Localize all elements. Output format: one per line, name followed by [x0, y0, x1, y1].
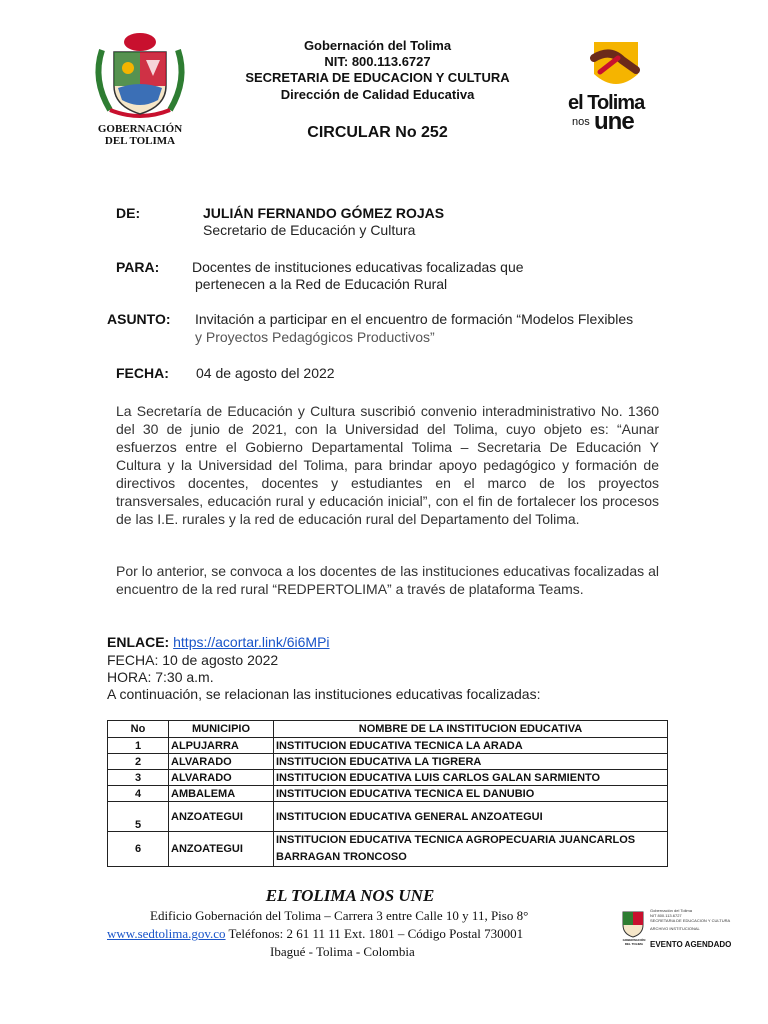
header-secretaria: SECRETARIA DE EDUCACION Y CULTURA — [245, 70, 510, 85]
fecha-label: FECHA: — [116, 365, 169, 381]
table-row — [108, 754, 668, 770]
row-no: 3 — [108, 770, 169, 786]
circular-title: CIRCULAR No 252 — [307, 124, 448, 141]
body-paragraph-1: La Secretaría de Educación y Cultura suscribió convenio interadministrativo No. 1360 del 30 de junio de 2021, con la Universidad del Tolima, cuyo objeto es: “Aunar esfuerzos entre el Gobierno Departamental Tolima – Secretaria De Educación Y Cultura y la Universidad del Tolima, para brindar apoyo pedagógico y formación de directivos docentes, docentes y estudiantes en el marco de los proyectos transversales, educación rural y educación inicial”, con el fin de fortalecer los procesos de las I.E. rurales y la red de educación rural del Departamento del Tolima. — [116, 403, 659, 527]
row-no: 1 — [108, 738, 169, 754]
row-institucion: INSTITUCION EDUCATIVA TECNICA EL DANUBIO — [274, 786, 668, 802]
enlace-line — [107, 634, 330, 650]
header-institucion: NOMBRE DE LA INSTITUCION EDUCATIVA — [274, 721, 668, 738]
row-municipio: ANZOATEGUI — [169, 802, 274, 832]
table-row — [108, 832, 668, 867]
gobernacion-logo — [88, 30, 192, 145]
para-label: PARA: — [116, 259, 160, 275]
row-no: 6 — [108, 832, 169, 867]
de-title: Secretario de Educación y Cultura — [203, 222, 416, 238]
row-municipio: ANZOATEGUI — [169, 832, 274, 867]
asunto-label: ASUNTO: — [107, 311, 171, 327]
table-row — [108, 738, 668, 754]
institutions-table — [107, 720, 668, 867]
row-municipio: AMBALEMA — [169, 786, 274, 802]
row-municipio: ALVARADO — [169, 770, 274, 786]
table-row — [108, 786, 668, 802]
para-line1: Docentes de instituciones educativas focalizadas que — [192, 259, 524, 275]
header-municipio: MUNICIPIO — [169, 721, 274, 738]
header-no: No — [108, 721, 169, 738]
table-header-row — [108, 721, 668, 738]
logo-right-text-1: el Tolima — [568, 92, 645, 114]
fecha-evento: FECHA: 10 de agosto 2022 — [107, 652, 279, 668]
body-paragraph-2: Por lo anterior, se convoca a los docentes de las instituciones educativas focalizadas al encuentro de la red rural “REDPERTOLIMA” a través de plataforma Teams. — [116, 563, 659, 597]
coat-of-arms-icon — [88, 30, 192, 120]
header-nit: NIT: 800.113.6727 — [324, 54, 431, 69]
footer-phones: Teléfonos: 2 61 11 11 Ext. 1801 – Código Postal 730001 — [225, 926, 524, 941]
stamp-logo-text: GOBERNACIÓN DEL TOLIMA — [622, 938, 646, 946]
enlace-label: ENLACE: — [107, 634, 170, 650]
footer-contact — [107, 926, 523, 942]
de-label: DE: — [116, 205, 141, 221]
footer-city: Ibagué - Tolima - Colombia — [270, 944, 415, 959]
asunto-line1: Invitación a participar en el encuentro de formación “Modelos Flexibles — [195, 311, 634, 327]
hora-evento: HORA: 7:30 a.m. — [107, 669, 214, 685]
row-municipio: ALVARADO — [169, 754, 274, 770]
evento-agendado-stamp — [620, 908, 730, 954]
row-no: 5 — [108, 802, 169, 832]
logo-right-text-2: nos — [572, 116, 590, 128]
row-institucion: INSTITUCION EDUCATIVA LUIS CARLOS GALAN SARMIENTO — [274, 770, 668, 786]
row-municipio: ALPUJARRA — [169, 738, 274, 754]
small-coat-of-arms-icon — [620, 908, 646, 938]
logo-left-text-2: DEL TOLIMA — [104, 135, 176, 147]
row-no: 4 — [108, 786, 169, 802]
para-line2: pertenecen a la Red de Educación Rural — [195, 276, 448, 292]
stamp-line3: SECRETARIA DE EDUCACION Y CULTURA — [650, 918, 731, 923]
table-row — [108, 770, 668, 786]
footer-address: Edificio Gobernación del Tolima – Carrera 3 entre Calle 10 y 11, Piso 8° — [150, 908, 529, 923]
de-name: JULIÁN FERNANDO GÓMEZ ROJAS — [203, 205, 445, 221]
el-tolima-nos-une-logo — [566, 36, 666, 136]
fecha-value: 04 de agosto del 2022 — [196, 365, 335, 381]
stamp-event: EVENTO AGENDADO — [650, 940, 732, 949]
row-institucion: INSTITUCION EDUCATIVA GENERAL ANZOATEGUI — [274, 802, 668, 832]
stamp-line1: Gobernación del Tolima — [650, 908, 692, 913]
row-institucion: INSTITUCION EDUCATIVA TECNICA AGROPECUARIA JUANCARLOS BARRAGAN TRONCOSO — [274, 832, 668, 867]
handshake-icon — [566, 36, 666, 96]
intro-tabla: A continuación, se relacionan las instituciones educativas focalizadas: — [107, 686, 541, 702]
logo-left-text-1: GOBERNACIÓN — [97, 123, 183, 135]
row-no: 2 — [108, 754, 169, 770]
row-institucion: INSTITUCION EDUCATIVA TECNICA LA ARADA — [274, 738, 668, 754]
header-org: Gobernación del Tolima — [303, 38, 452, 53]
row-institucion: INSTITUCION EDUCATIVA LA TIGRERA — [274, 754, 668, 770]
logo-right-text-3: une — [594, 108, 634, 135]
stamp-line2: NIT 800.113.6727 — [650, 913, 682, 918]
stamp-line4: ARCHIVO INSTITUCIONAL — [650, 926, 700, 931]
footer-website-link[interactable]: www.sedtolima.gov.co — [107, 926, 226, 941]
header-direccion: Dirección de Calidad Educativa — [280, 87, 475, 102]
enlace-link[interactable]: https://acortar.link/6i6MPi — [173, 634, 330, 650]
asunto-line2: y Proyectos Pedagógicos Productivos” — [195, 329, 435, 345]
footer-slogan: EL TOLIMA NOS UNE — [265, 886, 435, 905]
table-row — [108, 802, 668, 832]
